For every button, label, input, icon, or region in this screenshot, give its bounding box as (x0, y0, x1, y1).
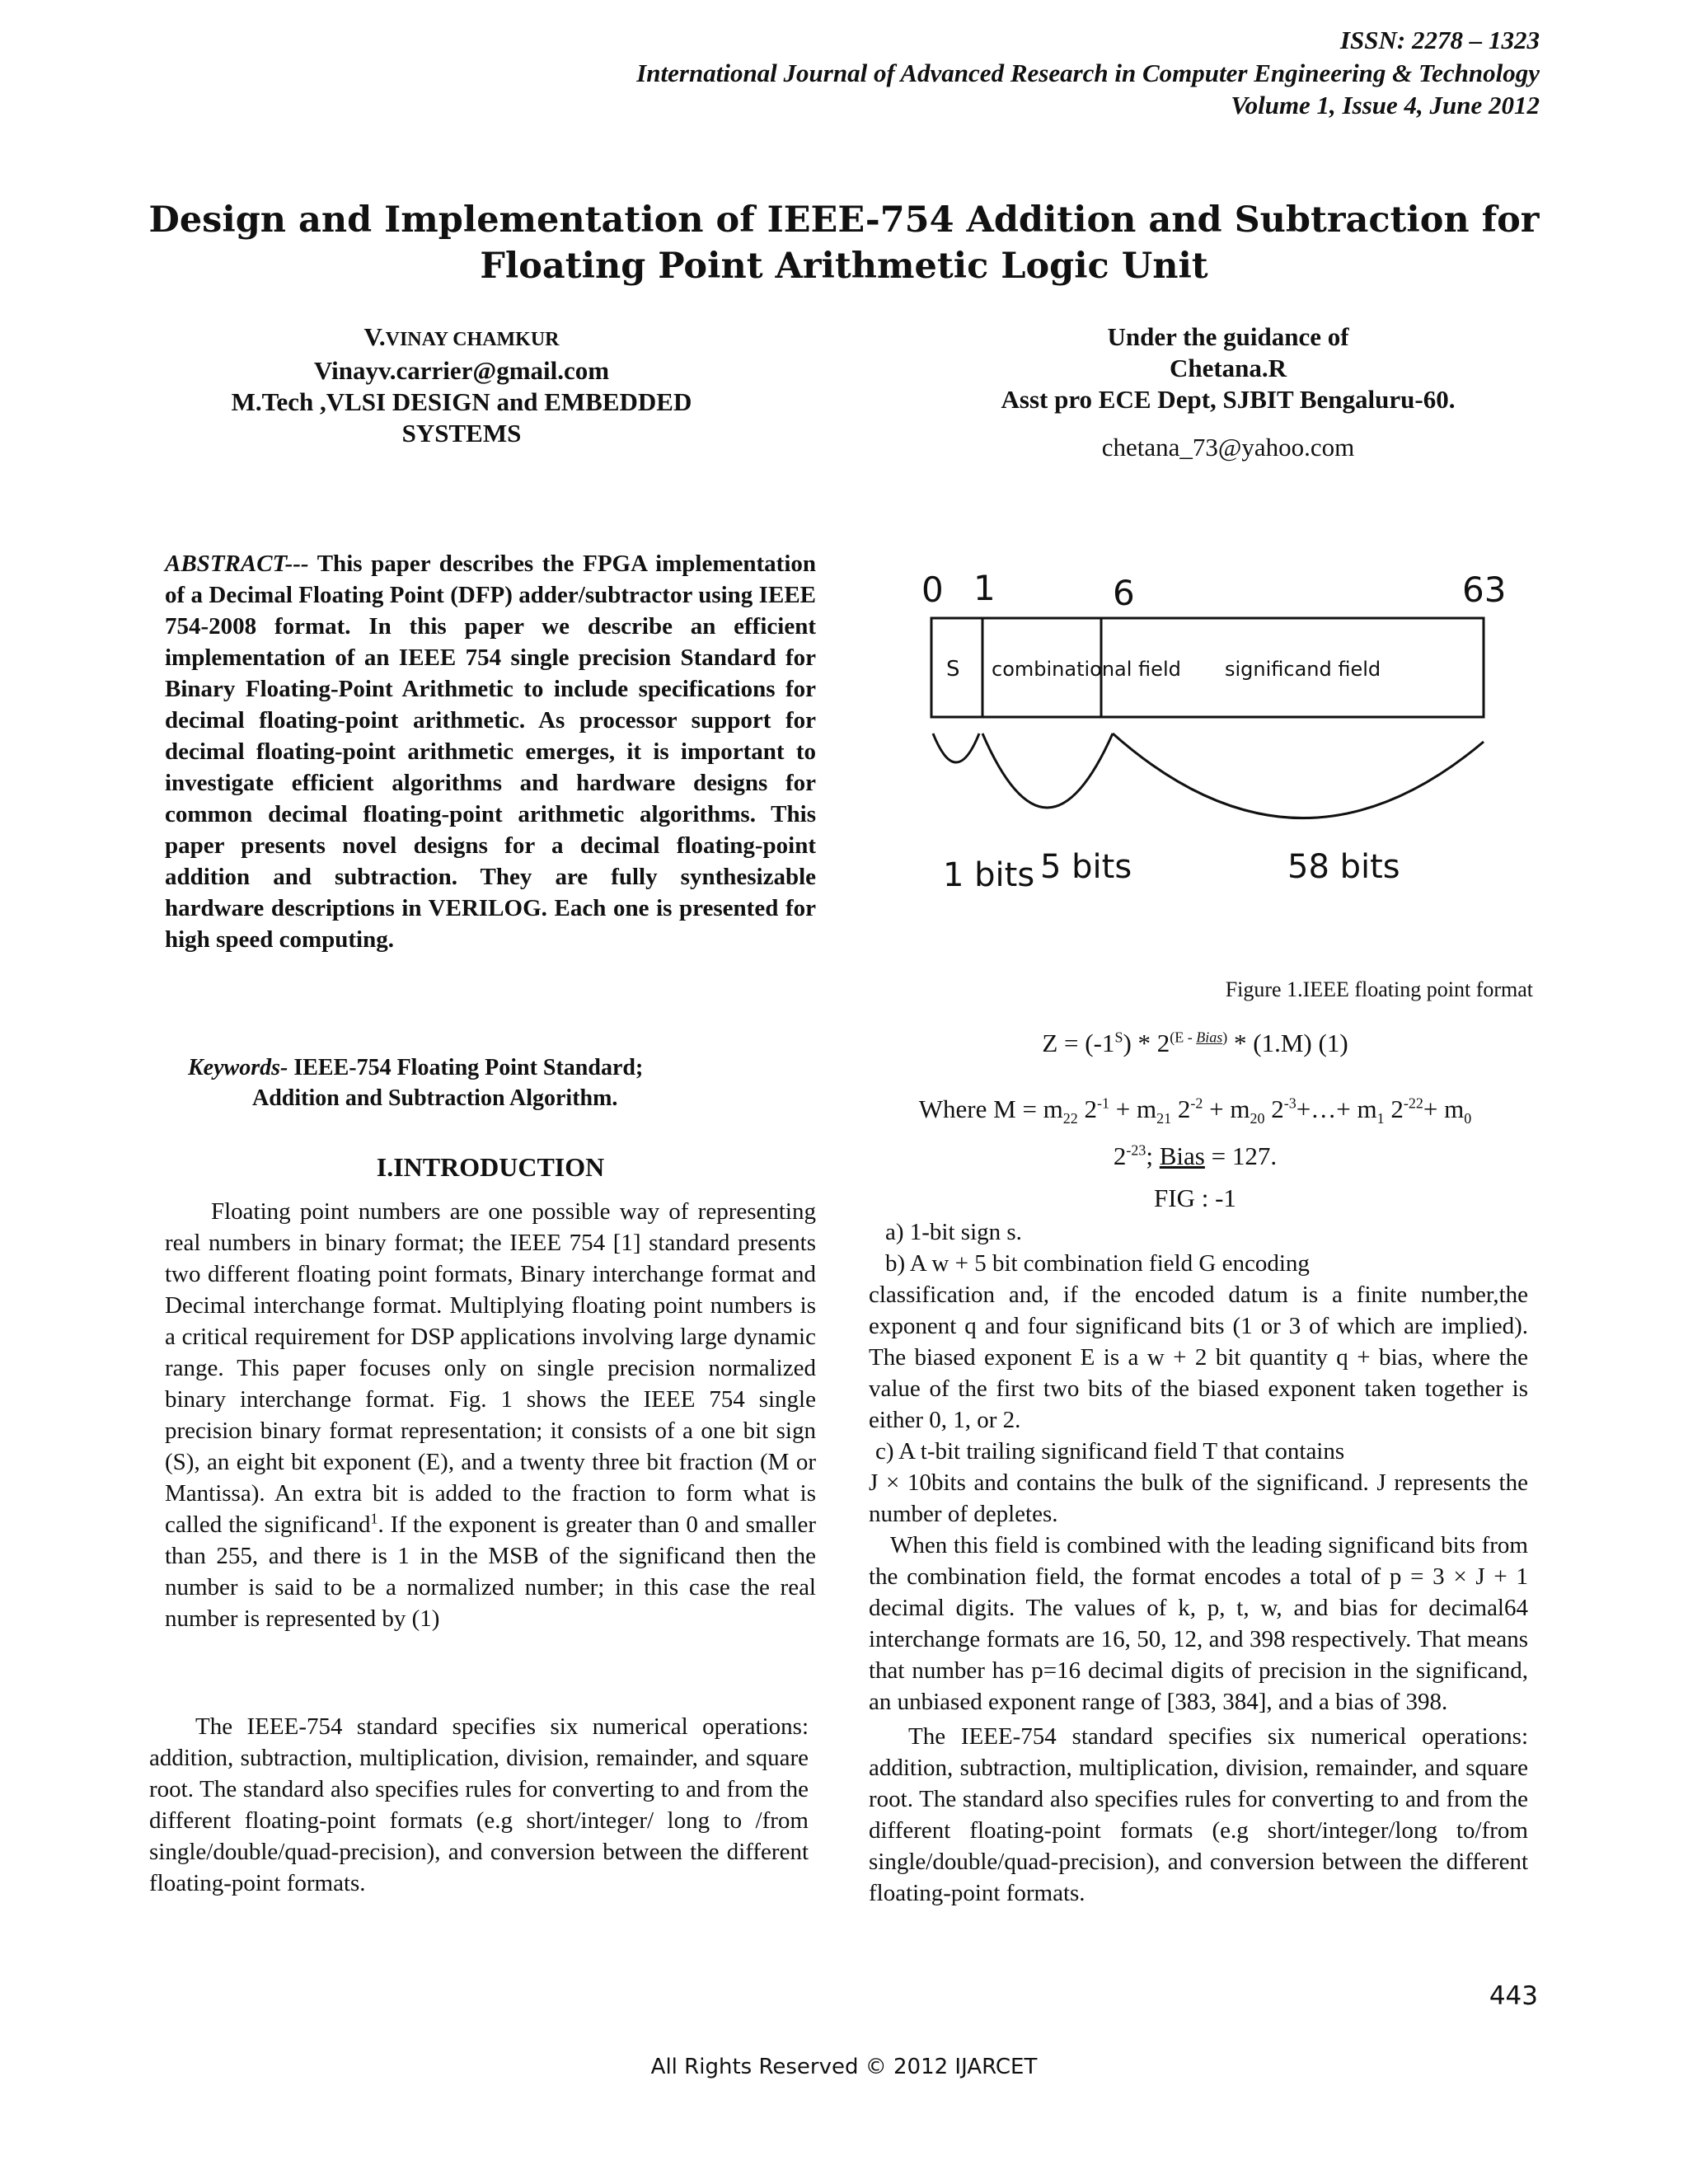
guidance-label: Under the guidance of (1107, 322, 1349, 351)
keywords-label: Keywords- (188, 1055, 288, 1080)
field-s-label: S (946, 657, 960, 682)
author-affiliation-2: SYSTEMS (401, 419, 522, 448)
issn: ISSN: 2278 – 1323 (1339, 26, 1540, 54)
abstract-label: ABSTRACT--- (165, 551, 309, 577)
paper-title-line-1: Design and Implementation of IEEE-754 Addition and Subtraction for (148, 199, 1540, 241)
brace-58bits (1113, 733, 1484, 818)
author-email: Vinayv.carrier@gmail.com (313, 356, 610, 385)
guide-name: Chetana.R (1169, 354, 1287, 382)
abstract (165, 548, 816, 955)
item-c-body: J × 10bits and contains the bulk of the significand. J represents the number of depletes. (869, 1469, 1528, 1527)
ieee-format-figure (907, 569, 1533, 923)
figure-reference: FIG : -1 (1154, 1183, 1236, 1212)
equation-where-line-2: $2^{-23}$; Bias = 127. (1113, 1141, 1278, 1170)
equation-1: $Z = (-1^S) * 2^{(E - Bias)} * (1.M)$ (1) (1042, 1029, 1348, 1057)
keywords (188, 1052, 643, 1113)
keywords-line-1: IEEE-754 Floating Point Standard; (293, 1055, 644, 1080)
author-left (173, 321, 750, 449)
journal-name: International Journal of Advanced Research in Computer Engineering & Technology (636, 59, 1540, 87)
introduction-paragraph-2: The IEEE-754 standard specifies six numerical operations: addition, subtraction, multiplication, division, remainder, and square root. The standard also specifies rules for converting to and from the different floating-point formats (e.g short/integer/ long to /from single/double/quad-precision), and conversion between the different floating-point formats. (149, 1713, 809, 1896)
guide-affiliation: Asst pro ECE Dept, SJBIT Bengaluru-60. (1001, 385, 1456, 414)
brace-1bit (933, 733, 979, 762)
introduction-heading: I.INTRODUCTION (376, 1152, 605, 1182)
right-column-text (869, 1216, 1528, 1909)
item-c-heading: c) A t-bit trailing significand field T that contains (875, 1438, 1345, 1465)
author-affiliation-1: M.Tech ,VLSI DESIGN and EMBEDDED (231, 387, 692, 416)
bit-label-63: 63 (1462, 569, 1507, 610)
paper-title-line-2: Floating Point Arithmetic Logic Unit (480, 246, 1208, 287)
item-a: a) 1-bit sign s. (885, 1219, 1022, 1245)
abstract-text: This paper describes the FPGA implementation of a Decimal Floating Point (DFP) adder/subtractor using IEEE 754-2008 format. In this paper we describe an efficient implementation of an IEEE 754 single precision Standard for Binary Floating-Point Arithmetic to include specifications for decimal floating-point arithmetic. As processor support for decimal floating-point arithmetic emerges, it is important to investigate efficient algorithms and hardware designs for common decimal floating-point arithmetic algorithms. This paper presents novel designs for a decimal floating-point addition and subtraction. They are fully synthesizable hardware descriptions in VERILOG. Each one is presented for high speed computing. (165, 551, 816, 953)
introduction-paragraph-1: Floating point numbers are one possible way of representing real numbers in binary format; the IEEE 754 [1] standard presents two different floating point formats, Binary interchange format and Decimal interchange format. Multiplying floating point numbers is a critical requirement for DSP applications involving large dynamic range. This paper focuses only on single precision normalized binary interchange format. Fig. 1 shows the IEEE 754 single precision binary format representation; it consists of a one bit sign (S), an eight bit exponent (E), and a twenty three bit fraction (M or Mantissa). An extra bit is added to the fraction to form what is called the significand$^1$. If the exponent is greater than 0 and smaller than 255, and there is 1 in the MSB of the significand then the number is said to be a normalized number; in this case the real number is represented by (1) (165, 1198, 817, 1632)
width-label-58: 58 bits (1287, 848, 1400, 886)
width-label-1: 1 bits (943, 856, 1035, 894)
item-b-body: classification and, if the encoded datum is a finite number,the exponent q and four significand bits (1 or 3 of which are implied). The biased exponent E is a w + 2 bit quantity q + bias, where the value of the first two bits of the biased exponent taken together is either 0, 1, or 2. (869, 1282, 1528, 1433)
guide-email: chetana_73@yahoo.com (1101, 433, 1355, 462)
bit-label-0: 0 (921, 569, 944, 610)
field-sig-label: significand field (1225, 658, 1381, 681)
figure-caption: Figure 1.IEEE floating point format (1225, 977, 1533, 1001)
page-number: 443 (1489, 1981, 1538, 2011)
bit-label-6: 6 (1113, 573, 1135, 613)
equation-where-line-1: Where $M = m_{22}$ $2^{-1} + m_{21}$ $2^{-2} + m_{20}$ $2^{-3}+\dots+ m_1$ $2^{-22}+ m_0$ (918, 1094, 1472, 1127)
bit-label-1: 1 (973, 569, 996, 608)
width-label-5: 5 bits (1040, 848, 1132, 886)
item-b-heading: b) A w + 5 bit combination field G encoding (885, 1250, 1310, 1277)
author-name: V.VINAY CHAMKUR (363, 322, 560, 351)
field-comb-label: combinational field (992, 658, 1181, 681)
author-right (907, 321, 1550, 463)
brace-5bits (982, 733, 1113, 808)
copyright-footer: All Rights Reserved © 2012 IJARCET (650, 2055, 1038, 2079)
keywords-line-2: Addition and Subtraction Algorithm. (252, 1085, 618, 1111)
volume-info: Volume 1, Issue 4, June 2012 (1231, 91, 1540, 120)
paragraph-when: When this field is combined with the leading significand bits from the combination field, the format encodes a total of p = 3 × J + 1 decimal digits. The values of k, p, t, w, and bias for decimal64 interchange formats are 16, 50, 12, and 398 respectively. That means that number has p=16 decimal digits of precision in the significand, an unbiased exponent range of [383, 384], and a bias of 398. (869, 1532, 1528, 1715)
paragraph-ieee-operations: The IEEE-754 standard specifies six numerical operations: addition, subtraction, multiplication, division, remainder, and square root. The standard also specifies rules for converting to and from the different floating-point formats (e.g short/integer/long to/from single/double/quad-precision), and conversion between the different floating-point formats. (869, 1723, 1528, 1906)
